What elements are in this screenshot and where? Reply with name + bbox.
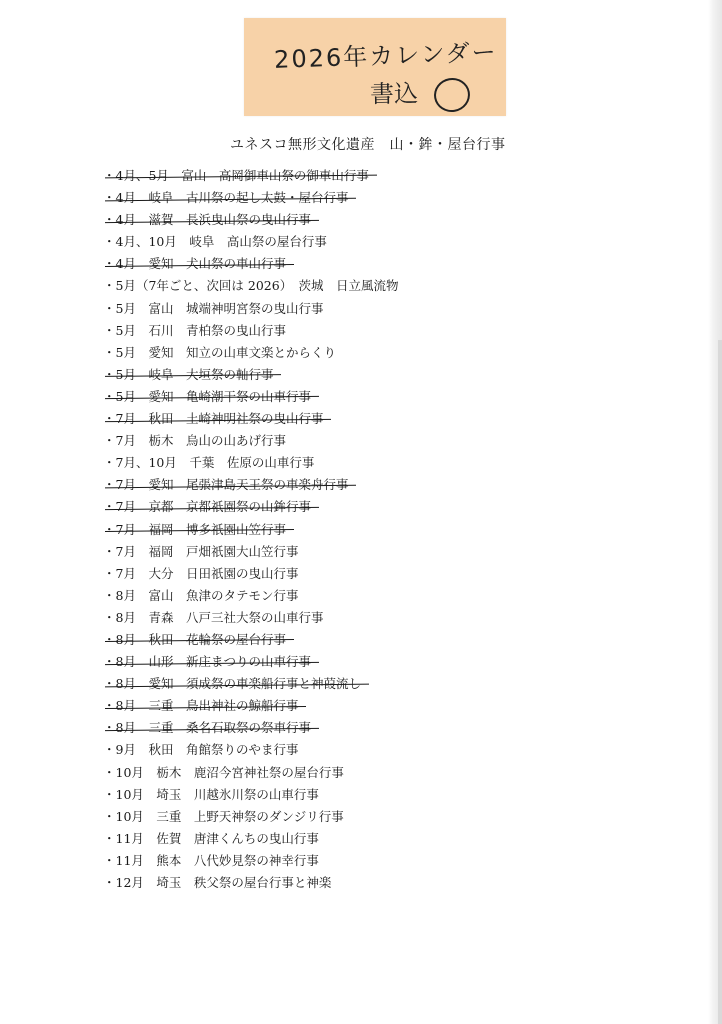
- event-text: ・7月 秋田 土崎神明社祭の曳山行事: [103, 408, 327, 430]
- event-item: [103, 563, 402, 585]
- sticky-note-title: 2026年カレンダー: [273, 38, 499, 74]
- event-text: ・11月 佐賀 唐津くんちの曳山行事: [103, 830, 319, 846]
- event-item: [103, 298, 402, 320]
- event-item-struck: [103, 165, 402, 187]
- event-item-struck: [103, 673, 402, 695]
- event-text: ・10月 三重 上野天神祭のダンジリ行事: [103, 808, 344, 824]
- event-item-struck: [103, 253, 402, 275]
- event-item: [103, 541, 402, 563]
- event-text: ・8月 秋田 花輪祭の屋台行事: [103, 629, 290, 651]
- event-text: ・7月 京都 京都祇園祭の山鉾行事: [103, 496, 315, 518]
- event-item: [103, 231, 402, 253]
- event-text: ・8月 愛知 須成祭の車楽船行事と神葭流し: [103, 673, 365, 695]
- event-text: ・5月 富山 城端神明宮祭の曳山行事: [103, 300, 324, 316]
- event-text: ・4月 岐阜 古川祭の起し太鼓・屋台行事: [103, 187, 352, 209]
- event-item-struck: [103, 629, 402, 651]
- event-item: [103, 828, 402, 850]
- event-item: [103, 275, 402, 297]
- event-text: ・10月 埼玉 川越氷川祭の山車行事: [103, 786, 319, 802]
- event-item-struck: [103, 187, 402, 209]
- handwritten-circle-mark: [431, 75, 472, 115]
- page-title: ユネスコ無形文化遺産 山・鉾・屋台行事: [230, 137, 506, 153]
- event-text: ・5月 愛知 亀崎潮干祭の山車行事: [103, 386, 315, 408]
- event-item: [103, 739, 402, 761]
- event-text: ・5月 愛知 知立の山車文楽とからくり: [103, 344, 336, 360]
- event-text: ・7月、10月 千葉 佐原の山車行事: [103, 455, 315, 471]
- event-text: ・4月、10月 岐阜 高山祭の屋台行事: [103, 234, 327, 250]
- event-item: [103, 872, 402, 894]
- event-item: [103, 762, 402, 784]
- event-item: [103, 585, 402, 607]
- event-item-struck: [103, 408, 402, 430]
- event-item: [103, 607, 402, 629]
- event-item-struck: [103, 209, 402, 231]
- event-text: ・4月、5月 富山 高岡御車山祭の御車山行事: [103, 165, 373, 187]
- event-text: ・5月（7年ごと、次回は 2026） 茨城 日立風流物: [103, 278, 399, 294]
- event-item-struck: [103, 519, 402, 541]
- event-text: ・8月 富山 魚津のタテモン行事: [103, 587, 299, 603]
- event-item-struck: [103, 474, 402, 496]
- scanned-page-edge-shadow: [718, 340, 722, 1024]
- event-text: ・4月 愛知 犬山祭の車山行事: [103, 253, 290, 275]
- event-item: [103, 320, 402, 342]
- event-text: ・8月 三重 鳥出神社の鯨船行事: [103, 695, 302, 717]
- event-item: [103, 342, 402, 364]
- event-text: ・7月 大分 日田祇園の曳山行事: [103, 565, 299, 581]
- event-text: ・10月 栃木 鹿沼今宮神社祭の屋台行事: [103, 764, 344, 780]
- event-text: ・8月 青森 八戸三社大祭の山車行事: [103, 609, 324, 625]
- event-item-struck: [103, 695, 402, 717]
- event-text: ・5月 岐阜 大垣祭の軕行事: [103, 364, 277, 386]
- event-item-struck: [103, 717, 402, 739]
- event-text: ・8月 三重 桑名石取祭の祭車行事: [103, 717, 315, 739]
- event-text: ・8月 山形 新庄まつりの山車行事: [103, 651, 315, 673]
- event-text: ・7月 福岡 戸畑祇園大山笠行事: [103, 543, 299, 559]
- sticky-note: [244, 18, 506, 116]
- event-text: ・12月 埼玉 秩父祭の屋台行事と神楽: [103, 875, 332, 890]
- event-item-struck: [103, 386, 402, 408]
- event-text: ・7月 福岡 博多祇園山笠行事: [103, 519, 290, 541]
- event-text: ・4月 滋賀 長浜曳山祭の曳山行事: [103, 209, 315, 231]
- event-item: [103, 430, 402, 452]
- event-text: ・7月 愛知 尾張津島天王祭の車楽舟行事: [103, 474, 352, 496]
- event-text: ・9月 秋田 角館祭りのやま行事: [103, 742, 299, 758]
- event-item: [103, 806, 402, 828]
- sticky-note-label: 書込: [369, 79, 419, 109]
- event-item-struck: [103, 651, 402, 673]
- event-list: [103, 165, 402, 894]
- event-text: ・5月 石川 青柏祭の曳山行事: [103, 322, 286, 338]
- event-text: ・7月 栃木 烏山の山あげ行事: [103, 433, 286, 449]
- event-item: [103, 850, 402, 872]
- event-text: ・11月 熊本 八代妙見祭の神幸行事: [103, 852, 319, 868]
- event-item-struck: [103, 496, 402, 518]
- event-item-struck: [103, 364, 402, 386]
- event-item: [103, 784, 402, 806]
- event-item: [103, 452, 402, 474]
